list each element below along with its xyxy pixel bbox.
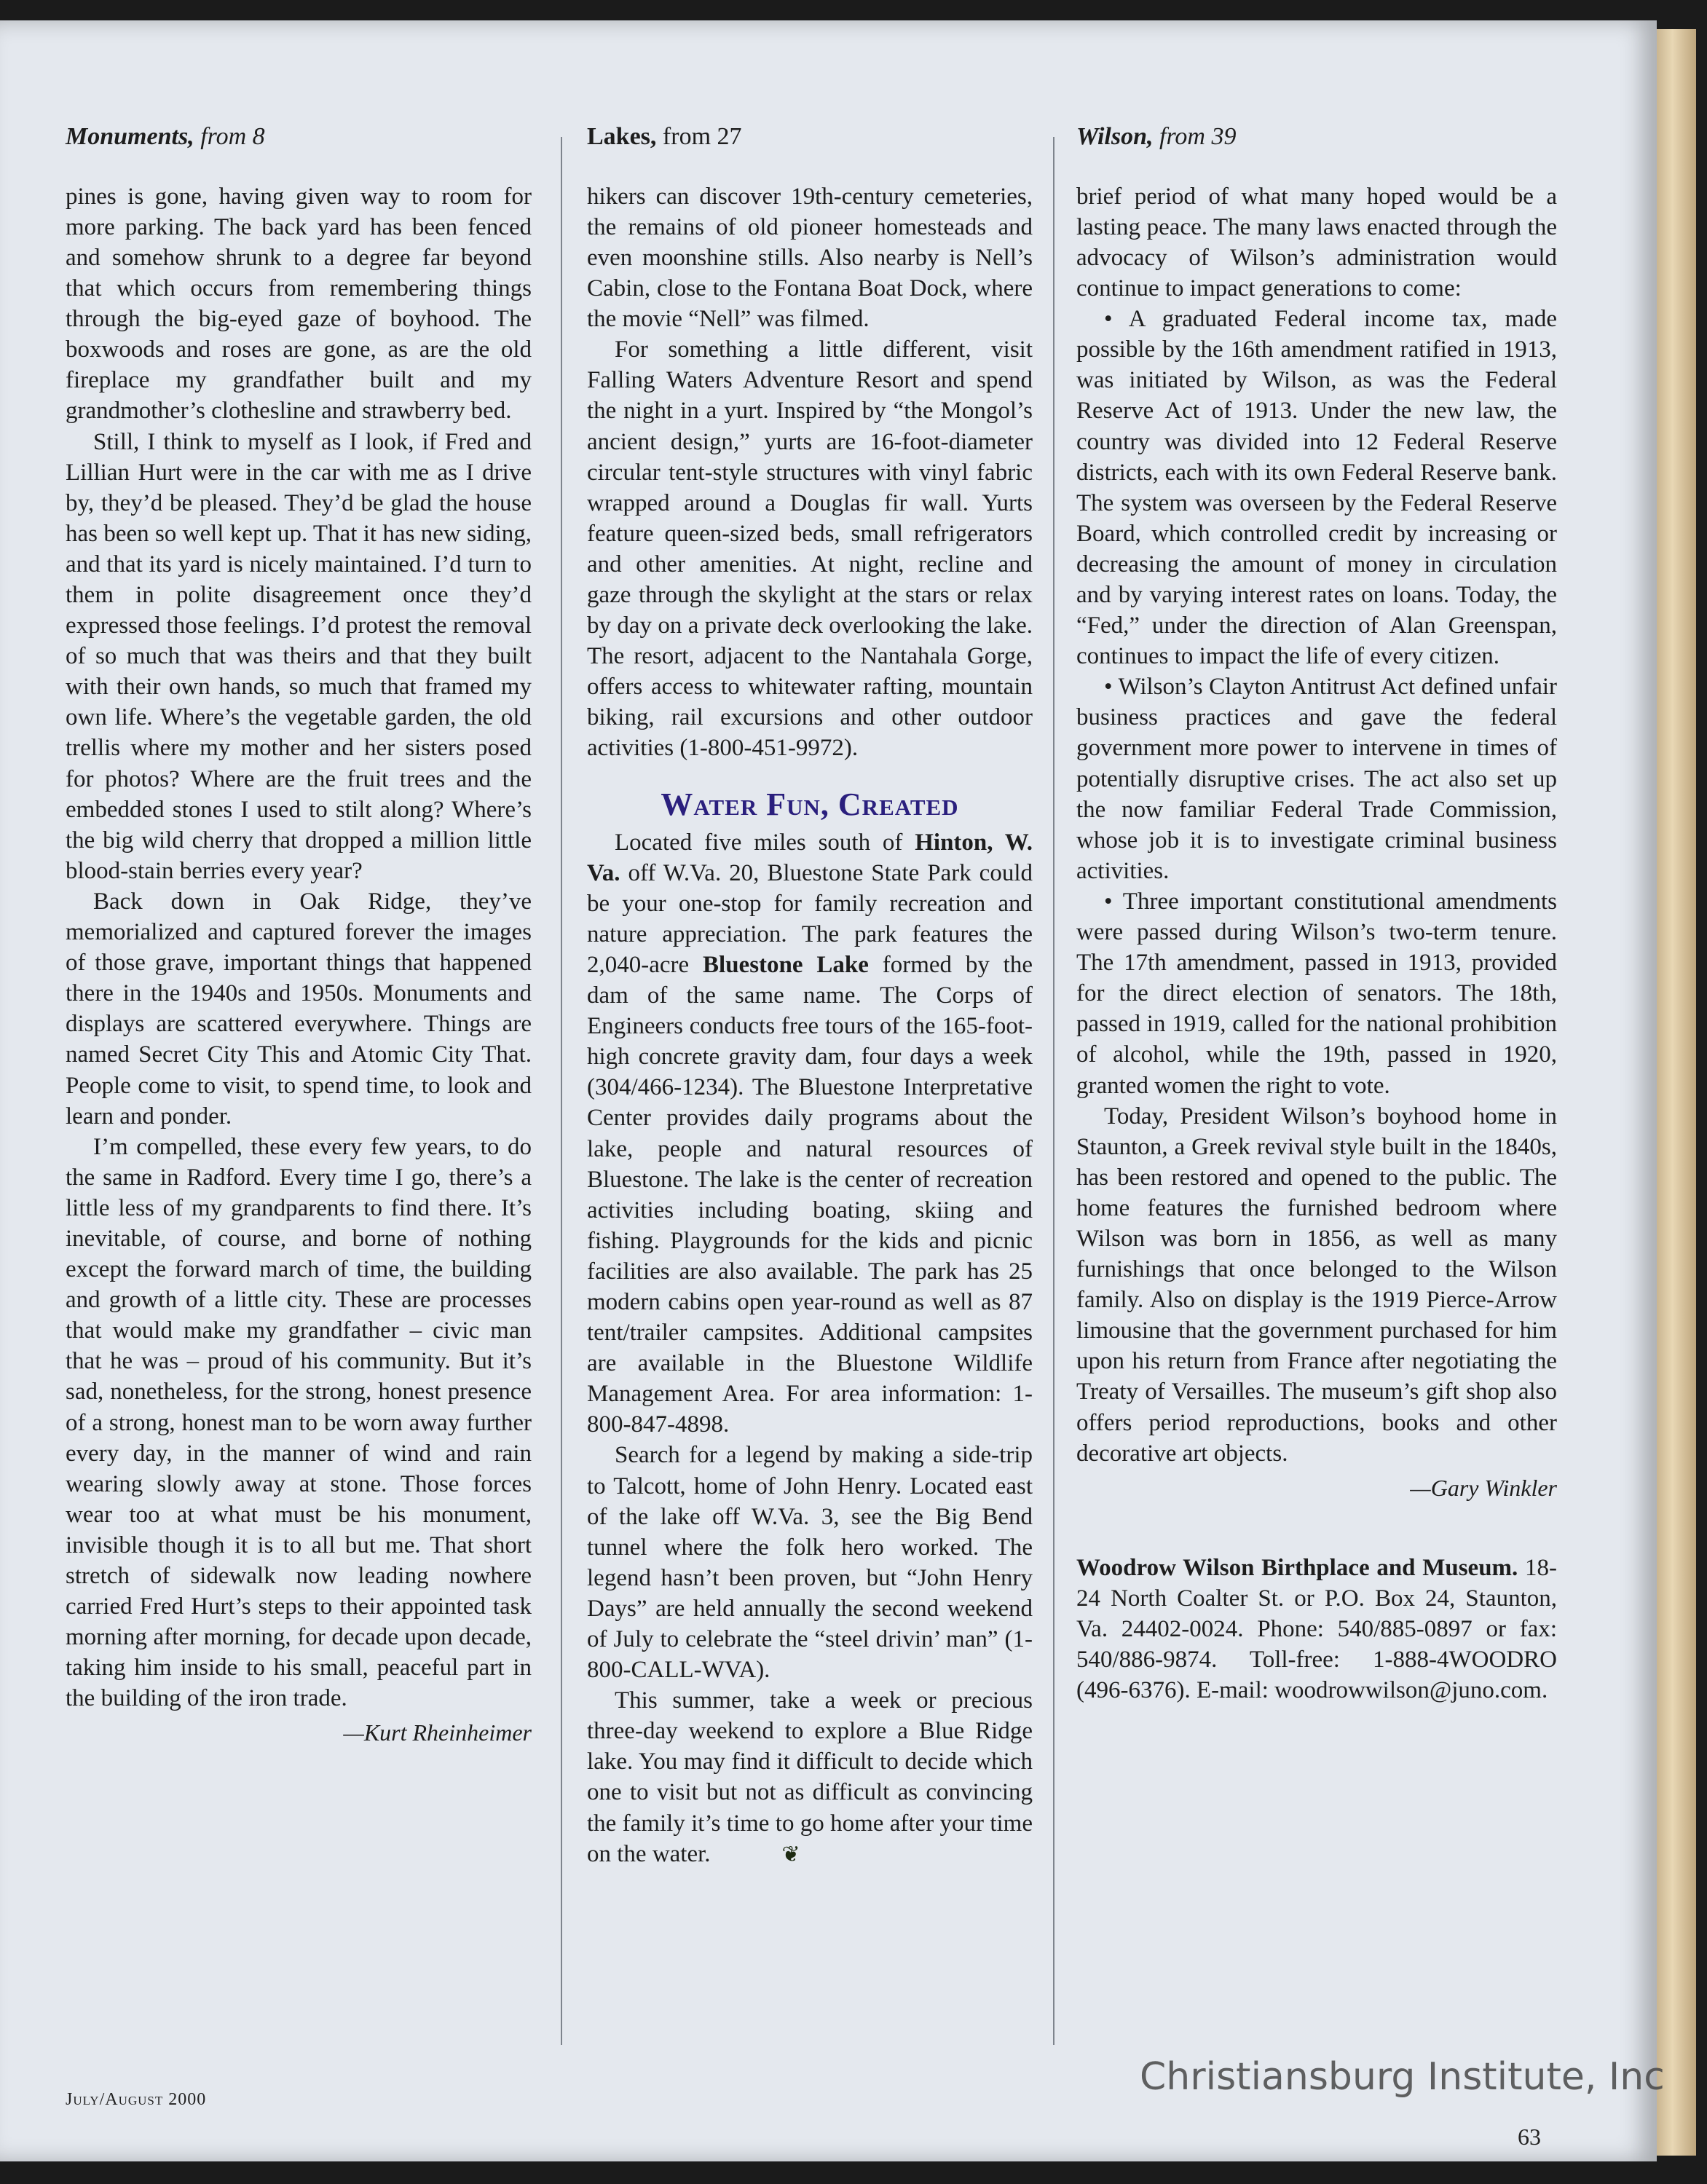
contact-info xyxy=(1076,1553,1557,1706)
bullet-paragraph: • Wilson’s Clayton Antitrust Act defined unfair business practices and gave the federal government more power to intervene in times of potentially disruptive crises. The act also set up the now familiar Federal Trade Commission, whose job it is to investigate criminal business activities. xyxy=(1076,674,1557,884)
text-run: This summer, take a week or precious three-day weekend to explore a Blue Ridge lake. You may find it difficult to decide which one to visit but not as difficult as convincing the family it’s time to go home after your time on the water. xyxy=(587,1687,1033,1867)
place-name-hinton: Hinton, W. Va. xyxy=(587,829,1033,886)
paragraph: pines is gone, having given way to room for more parking. The back yard has been fenced and somehow shrunk to a degree far beyond that which occurs from remembering things through the big-eyed gaze of boyhood. The boxwoods and roses are gone, as are the old fireplace my grandfather built and my grandmother’s clothesline and strawberry bed. xyxy=(66,183,532,425)
paragraph: Today, President Wilson’s boyhood home in Staunton, a Greek revival style built in the 1840s, has been restored and opened to the public. The home features the furnished bedroom where Wilson was born in 1856, as well as many furnishings that once belonged to the Wilson family. Also on display is the 1919 Pierce-Arrow limousine that the government purchased for him upon his return from France after negotiating the Treaty of Versailles. The museum’s gift shop also offers period reproductions, books and other decorative art objects. xyxy=(1076,1103,1557,1467)
contact-title: Woodrow Wilson Birthplace and Museum. xyxy=(1076,1554,1518,1581)
contact-text: 18-24 North Coalter St. or P.O. Box 24, Staunton, Va. 24402-0024. Phone: 540/885-0897 or fax: 540/886-9874. Toll-free: 1-888-4WOODRO (496-6376). E-mail: woodrowwilson@juno.com. xyxy=(1076,1554,1557,1704)
section-subhead: Water Fun, Created xyxy=(661,786,959,822)
paragraph: I’m compelled, these every few years, to do the same in Radford. Every time I go, there’s a little less of my grandparents to find there. It’s inevitable, of course, and borne of nothing except the forward march of time, the building and growth of a little city. These are processes that would make my grandfather – civic man that he was – proud of his community. But it’s sad, nonetheless, for the strong, honest presence of a strong, honest man to be worn away further every day, in the manner of wind and rain wearing slowly away at stone. Those forces wear too at what must be his monument, invisible though it is to all but me. That short stretch of sidewalk now leading nowhere carried Fred Hurt’s steps to their appointed task morning after morning, for decade upon decade, taking him inside to his small, peaceful part in the building of the iron trade. xyxy=(66,1133,532,1712)
page-number: 63 xyxy=(1518,2124,1541,2150)
continuation-header xyxy=(1076,122,1557,152)
paragraph-bluestone xyxy=(587,827,1033,1440)
paragraph: brief period of what many hoped would be a lasting peace. The many laws enacted through the advocacy of Wilson’s administration would continue to impact generations to come: xyxy=(1076,183,1557,302)
paragraph: Search for a legend by making a side-trip to Talcott, home of John Henry. Located east of the lake off W.Va. 3, see the Big Bend tunnel where the folk hero worked. The legend hasn’t been proven, but “John Henry Days” are held annually the second weekend of July to celebrate the “steel drivin’ man” (1-800-CALL-WVA). xyxy=(587,1442,1033,1684)
watermark: Christiansburg Institute, Inc xyxy=(1140,2055,1665,2099)
paragraph: hikers can discover 19th-century cemeteries, the remains of old pioneer homesteads and even moonshine stills. Also nearby is Nell’s Cabin, close to the Fontana Boat Dock, where the movie “Nell” was filmed. xyxy=(587,183,1033,333)
paragraph: For something a little different, visit Falling Waters Adventure Resort and spend the night in a yurt. Inspired by “the Mongol’s ancient design,” yurts are 16-foot-diameter circular tent-style structures with vinyl fabric wrapped around a Douglas fir wall. Yurts feature queen-sized beds, small refrigerators and other amenities. At night, recline and gaze through the skylight at the stars or relax by day on a private deck overlooking the lake. The resort, adjacent to the Nantahala Gorge, offers access to whitewater rafting, mountain biking, rail excursions and other outdoor activities (1-800-451-9972). xyxy=(587,336,1033,762)
continuation-header xyxy=(587,122,1033,152)
text-run: formed by the dam of the same name. The Corps of Engineers conducts free tours of the 165-foot-high concrete gravity dam, four days a week (304/466-1234). The Bluestone Interpretative Center provides daily programs about the lake, people and natural resources of Bluestone. The lake is the center of recreation activities including boating, skiing and fishing. Playgrounds for the kids and picnic facilities are also available. The park has 25 modern cabins open year-round as well as 87 tent/trailer campsites. Additional campsites are available in the Bluestone Wildlife Management Area. For area information: 1-800-847-4898. xyxy=(587,951,1033,1438)
continuation-title: Wilson, xyxy=(1076,123,1154,150)
column-wilson xyxy=(1076,122,1557,1706)
continuation-title: Monuments, xyxy=(66,123,194,150)
paragraph-final xyxy=(587,1685,1033,1870)
continuation-from: from 39 xyxy=(1159,123,1237,150)
paragraph: Still, I think to myself as I look, if Fred and Lillian Hurt were in the car with me as I drive by, they’d be pleased. They’d be glad the house has been so well kept up. That it has new siding, and that its yard is nicely maintained. I’d turn to them in polite disagreement once they’d expressed those feelings. I’d protest the removal of so much that was theirs and that they built with their own hands, so much that framed my own life. Where’s the vegetable garden, the old trellis where my mother and her sisters posed for photos? Where are the fruit trees and the embedded stones I used to stilt along? Where’s the big wild cherry that dropped a million little blood-stain berries every year? xyxy=(66,428,532,884)
issue-date: July/August 2000 xyxy=(66,2090,207,2109)
text-run: off W.Va. 20, Bluestone State Park could be your one-stop for family recreation and nature appreciation. The park features the 2,040-acre xyxy=(587,859,1033,978)
column-monuments xyxy=(66,122,532,1746)
text-run: Located five miles south of xyxy=(615,829,915,856)
end-mark-icon: ❦ xyxy=(781,1842,800,1866)
byline: —Gary Winkler xyxy=(1410,1474,1557,1501)
column-divider xyxy=(1053,137,1054,2045)
continuation-header xyxy=(66,122,532,152)
paragraph: Back down in Oak Ridge, they’ve memorialized and captured forever the images of those grave, important things that happened there in the 1940s and 1950s. Monuments and displays are scattered everywhere. Things are named Secret City This and Atomic City That. People come to visit, to spend time, to look and learn and ponder. xyxy=(66,888,532,1130)
column-divider xyxy=(561,137,562,2045)
column-lakes xyxy=(587,122,1033,1870)
bullet-paragraph: • A graduated Federal income tax, made possible by the 16th amendment ratified in 1913, was initiated by Wilson, as was the Federal Reserve Act of 1913. Under the new law, the country was divided into 12 Federal Reserve districts, each with its own Federal Reserve bank. The system was overseen by the Federal Reserve Board, which controlled credit by increasing or decreasing the amount of money in circulation and by varying interest rates on loans. Today, the “Fed,” under the direction of Alan Greenspan, continues to impact the life of every citizen. xyxy=(1076,306,1557,670)
continuation-title: Lakes, xyxy=(587,123,657,150)
magazine-page xyxy=(0,20,1657,2161)
page-edge xyxy=(1657,29,1696,2156)
continuation-from: from 8 xyxy=(200,123,265,150)
continuation-from: from 27 xyxy=(662,123,742,150)
place-name-bluestone-lake: Bluestone Lake xyxy=(703,951,869,978)
bullet-paragraph: • Three important constitutional amendments were passed during Wilson’s two-term tenure. The 17th amendment, passed in 1913, provided for the direct election of senators. The 18th, passed in 1919, called for the national prohibition of alcohol, while the 19th, passed in 1920, granted women the right to vote. xyxy=(1076,888,1557,1099)
byline: —Kurt Rheinheimer xyxy=(343,1719,532,1746)
